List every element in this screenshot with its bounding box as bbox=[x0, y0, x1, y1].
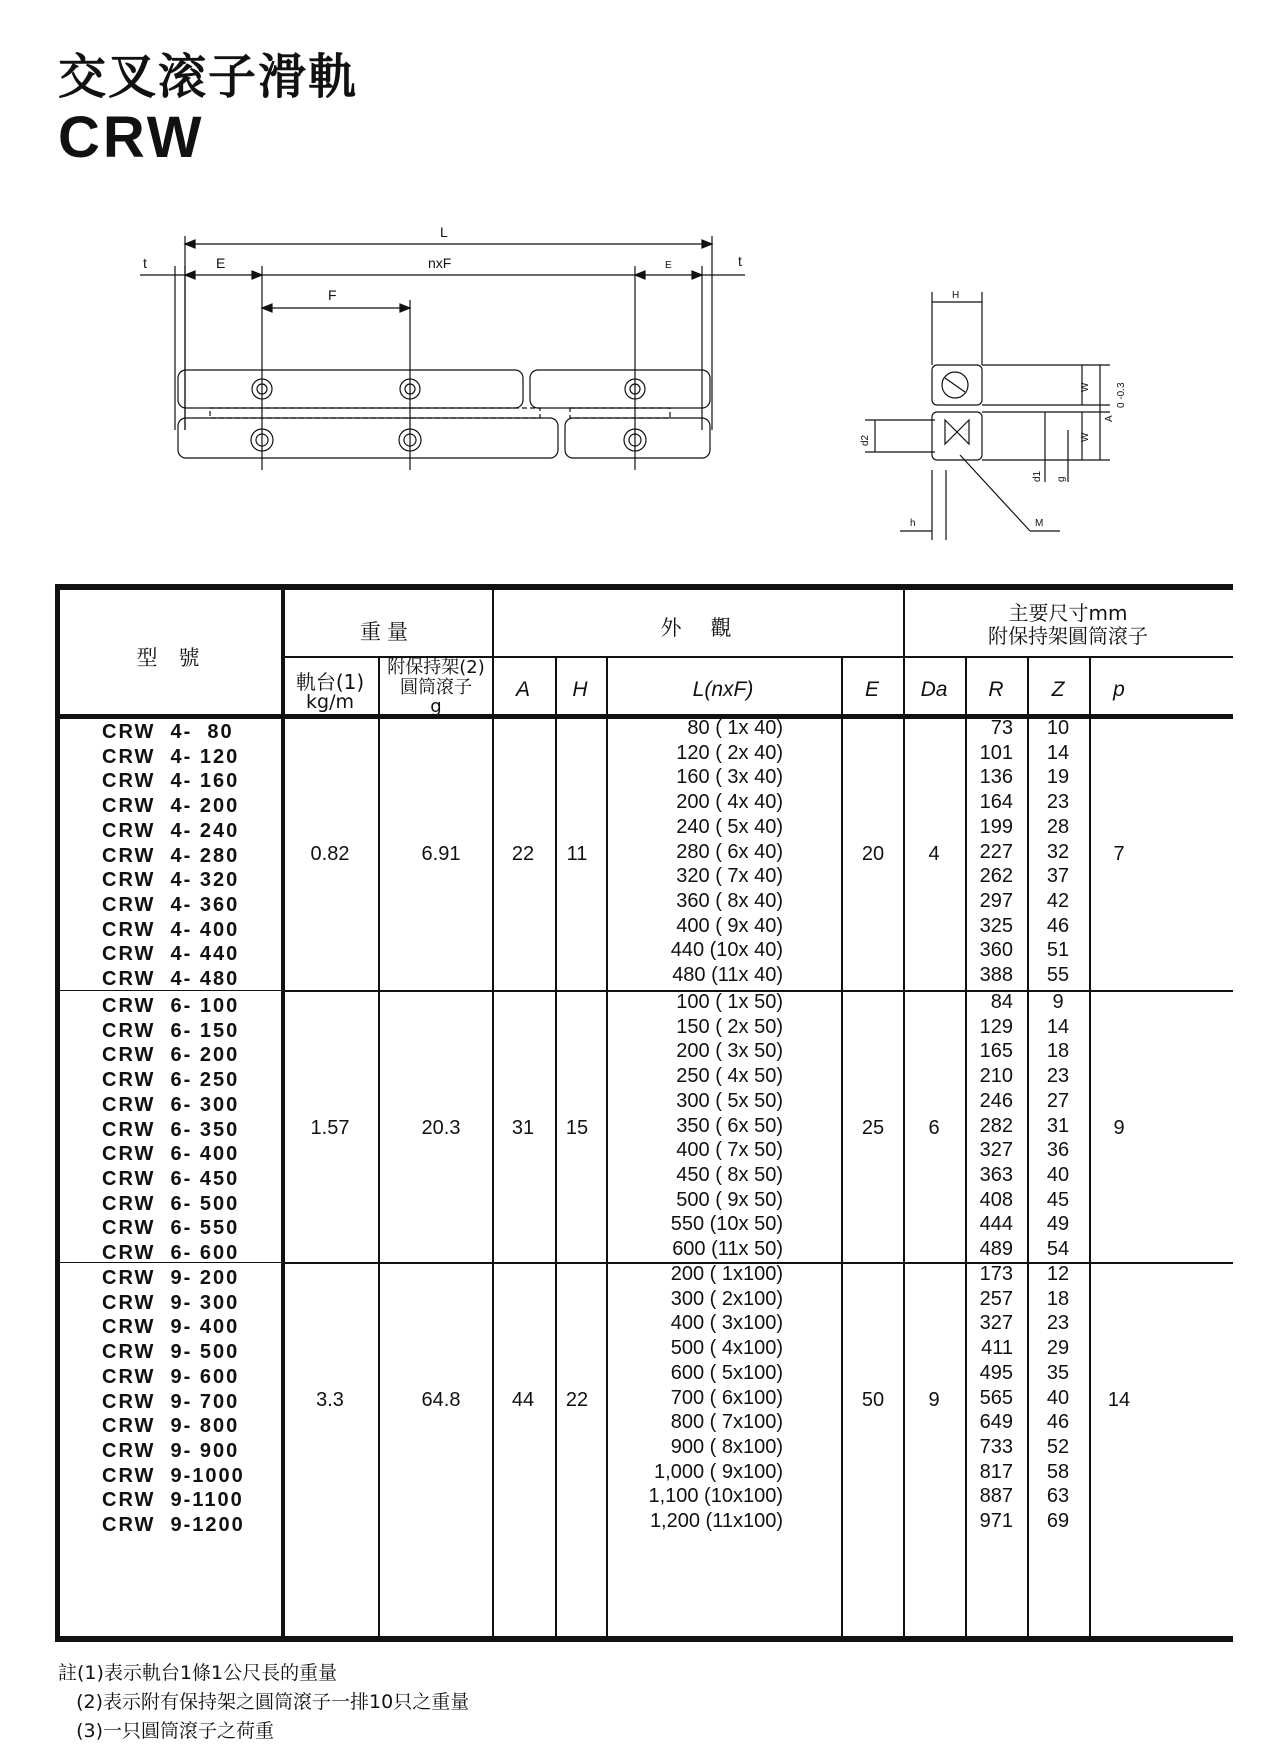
table-row-length: 200 ( 1x100) bbox=[670, 1263, 783, 1285]
table-row-length: 250 ( 4x 50) bbox=[676, 1065, 783, 1088]
table-row-Z: 37 bbox=[1046, 865, 1070, 888]
table-row-Z: 45 bbox=[1046, 1188, 1070, 1211]
table-row-R: 495 bbox=[979, 1361, 1013, 1384]
table-row-Z: 63 bbox=[1046, 1485, 1070, 1508]
table-row-length: 600 ( 5x100) bbox=[670, 1361, 783, 1384]
table-row-R: 164 bbox=[979, 791, 1013, 814]
footnote-2: (2)表示附有保持架之圓筒滾子一排10只之重量 bbox=[58, 1691, 470, 1713]
table-row-R: 408 bbox=[979, 1188, 1013, 1211]
table-row-length: 1,200 (11x100) bbox=[649, 1510, 783, 1532]
table-row-Z: 14 bbox=[1046, 741, 1070, 764]
header-cage: 附保持架(2) 圓筒滾子 bbox=[387, 657, 485, 698]
group-rail-kg: 1.57 bbox=[310, 1116, 350, 1139]
table-row-R: 257 bbox=[979, 1287, 1013, 1310]
table-row-model: CRW 9-1100 bbox=[102, 1489, 244, 1512]
table-row-R: 411 bbox=[981, 1337, 1013, 1360]
table-row-R: 388 bbox=[979, 964, 1013, 986]
table-row-model: CRW 4- 240 bbox=[102, 819, 240, 842]
table-row-model: CRW 4- 200 bbox=[102, 795, 240, 818]
table-row-length: 320 ( 7x 40) bbox=[676, 865, 783, 888]
table-row-Z: 27 bbox=[1046, 1089, 1070, 1112]
table-row-model: CRW 6- 250 bbox=[102, 1069, 240, 1092]
table-row-length: 300 ( 5x 50) bbox=[676, 1089, 783, 1112]
footnotes bbox=[58, 1659, 469, 1746]
table-row-length: 300 ( 2x100) bbox=[670, 1287, 783, 1310]
table-row-R: 325 bbox=[979, 914, 1013, 937]
table-row-length: 360 ( 8x 40) bbox=[676, 889, 783, 912]
table-row-Z: 18 bbox=[1046, 1040, 1070, 1063]
table-row-model: CRW 9-1200 bbox=[102, 1514, 245, 1536]
table-row-length: 280 ( 6x 40) bbox=[676, 840, 783, 863]
table-row-Z: 40 bbox=[1046, 1163, 1070, 1186]
table-row-model: CRW 6- 400 bbox=[102, 1143, 240, 1166]
table-row-length: 550 (10x 50) bbox=[670, 1213, 783, 1236]
table-row-Z: 36 bbox=[1046, 1139, 1070, 1162]
table-row-R: 210 bbox=[979, 1065, 1013, 1088]
table-row-model: CRW 4- 440 bbox=[102, 943, 240, 966]
footnote-1: 註(1)表示軌台1條1公尺長的重量 bbox=[58, 1662, 338, 1684]
table-row-Z: 23 bbox=[1046, 1065, 1070, 1088]
table-row-R: 733 bbox=[979, 1435, 1013, 1458]
table-row-R: 489 bbox=[979, 1238, 1013, 1260]
group-E: 25 bbox=[861, 1116, 885, 1139]
table-row-model: CRW 9- 400 bbox=[102, 1316, 240, 1339]
header-weight: 重量 bbox=[360, 620, 414, 644]
group-A: 22 bbox=[511, 842, 535, 865]
table-row-length: 120 ( 2x 40) bbox=[676, 741, 783, 764]
group-A: 44 bbox=[511, 1388, 535, 1411]
dim-nxF: nxF bbox=[428, 255, 452, 271]
table-row-Z: 19 bbox=[1046, 766, 1070, 789]
table-row-model: CRW 4- 80 bbox=[102, 721, 234, 743]
table-row-length: 700 ( 6x100) bbox=[670, 1386, 783, 1409]
table-row-length: 800 ( 7x100) bbox=[670, 1411, 783, 1434]
header-E: E bbox=[864, 678, 880, 701]
table-row-R: 565 bbox=[979, 1386, 1013, 1409]
header-appearance: 外 觀 bbox=[660, 616, 736, 640]
table-row-model: CRW 6- 300 bbox=[102, 1093, 240, 1116]
table-row-R: 227 bbox=[979, 840, 1013, 863]
table-row-Z: 9 bbox=[1052, 991, 1064, 1013]
header-p: p bbox=[1113, 678, 1125, 701]
group-E: 50 bbox=[861, 1388, 885, 1411]
table-row-model: CRW 9- 600 bbox=[102, 1365, 240, 1388]
table-row-length: 480 (11x 40) bbox=[672, 964, 783, 986]
table-row-Z: 46 bbox=[1046, 914, 1070, 937]
table-row-Z: 54 bbox=[1046, 1238, 1070, 1260]
table-row-model: CRW 6- 600 bbox=[102, 1242, 240, 1264]
page-title: 交叉滚子滑軌 bbox=[58, 49, 359, 105]
table-row-R: 84 bbox=[990, 991, 1013, 1013]
group-cage-g: 64.8 bbox=[421, 1388, 461, 1411]
table-row-length: 900 ( 8x100) bbox=[670, 1435, 783, 1458]
table-row-Z: 12 bbox=[1046, 1263, 1070, 1285]
table-row-model: CRW 6- 200 bbox=[102, 1044, 240, 1067]
table-row-R: 173 bbox=[979, 1263, 1013, 1285]
group-p: 9 bbox=[1113, 1116, 1125, 1139]
table-row-model: CRW 9- 300 bbox=[102, 1291, 240, 1314]
table-row-model: CRW 9- 900 bbox=[102, 1439, 240, 1462]
dim-W-top: W bbox=[1080, 382, 1091, 392]
table-row-Z: 35 bbox=[1046, 1361, 1070, 1384]
spec-table bbox=[55, 584, 1233, 1643]
table-row-R: 444 bbox=[979, 1213, 1013, 1236]
table-row-Z: 51 bbox=[1046, 939, 1070, 962]
table-row-model: CRW 4- 280 bbox=[102, 844, 240, 867]
table-row-length: 600 (11x 50) bbox=[672, 1238, 783, 1260]
group-H: 11 bbox=[566, 842, 588, 865]
group-p: 7 bbox=[1113, 842, 1125, 865]
header-H: H bbox=[572, 678, 588, 701]
dim-h: h bbox=[910, 518, 916, 529]
table-row-length: 80 ( 1x 40) bbox=[687, 717, 783, 739]
table-row-length: 440 (10x 40) bbox=[670, 939, 783, 962]
table-row-model: CRW 4- 400 bbox=[102, 918, 240, 941]
table-row-length: 100 ( 1x 50) bbox=[676, 991, 783, 1013]
table-row-model: CRW 6- 550 bbox=[102, 1217, 240, 1240]
table-row-R: 360 bbox=[979, 939, 1013, 962]
group-E: 20 bbox=[861, 842, 885, 865]
table-row-Z: 52 bbox=[1046, 1435, 1070, 1458]
table-row-R: 199 bbox=[979, 815, 1013, 838]
group-rail-kg: 0.82 bbox=[310, 842, 350, 865]
table-row-model: CRW 4- 480 bbox=[102, 968, 240, 990]
header-rail-unit: kg/m bbox=[306, 691, 354, 713]
header-cage-roller: 附保持架圓筒滾子 bbox=[988, 624, 1148, 648]
group-cage-g: 20.3 bbox=[421, 1116, 461, 1139]
group-Da: 9 bbox=[928, 1388, 940, 1411]
table-row-length: 450 ( 8x 50) bbox=[676, 1163, 783, 1186]
table-row-model: CRW 6- 150 bbox=[102, 1019, 240, 1042]
table-row-Z: 40 bbox=[1046, 1386, 1070, 1409]
table-row-model: CRW 4- 360 bbox=[102, 893, 240, 916]
dim-A: A bbox=[1104, 415, 1115, 422]
group-Da: 4 bbox=[928, 842, 940, 865]
table-row-Z: 29 bbox=[1046, 1337, 1070, 1360]
group-p: 14 bbox=[1107, 1388, 1131, 1411]
group-Da: 6 bbox=[928, 1116, 940, 1139]
technical-drawing bbox=[0, 0, 1283, 560]
table-row-model: CRW 9- 500 bbox=[102, 1341, 240, 1364]
table-row-model: CRW 9- 200 bbox=[102, 1267, 240, 1289]
table-row-model: CRW 6- 500 bbox=[102, 1192, 240, 1215]
table-row-length: 500 ( 9x 50) bbox=[676, 1188, 783, 1211]
dim-W-bottom: W bbox=[1080, 432, 1091, 442]
table-row-model: CRW 9- 700 bbox=[102, 1390, 240, 1413]
dim-H: H bbox=[952, 290, 960, 301]
dim-tolerance: 0 -0.3 bbox=[1116, 382, 1127, 408]
dim-g: g bbox=[1056, 476, 1067, 482]
dim-t-right: t bbox=[738, 253, 742, 269]
table-row-length: 350 ( 6x 50) bbox=[676, 1114, 783, 1137]
table-row-length: 1,100 (10x100) bbox=[648, 1485, 783, 1508]
group-H: 22 bbox=[565, 1388, 589, 1411]
table-row-Z: 46 bbox=[1046, 1411, 1070, 1434]
product-code: CRW bbox=[58, 105, 205, 170]
table-row-model: CRW 9-1000 bbox=[102, 1464, 245, 1487]
table-row-R: 327 bbox=[979, 1312, 1013, 1335]
table-row-Z: 32 bbox=[1046, 840, 1070, 863]
table-row-R: 246 bbox=[979, 1089, 1013, 1112]
header-model: 型 號 bbox=[136, 646, 200, 670]
table-row-R: 887 bbox=[979, 1485, 1013, 1508]
header-main-dims: 主要尺寸mm bbox=[1008, 601, 1128, 625]
group-rail-kg: 3.3 bbox=[316, 1388, 344, 1411]
header-rail: 軌台(1) bbox=[295, 670, 365, 694]
table-row-model: CRW 6- 350 bbox=[102, 1118, 240, 1141]
group-H: 15 bbox=[565, 1116, 589, 1139]
table-row-length: 500 ( 4x100) bbox=[670, 1337, 783, 1360]
table-row-Z: 49 bbox=[1046, 1213, 1070, 1236]
table-row-R: 363 bbox=[979, 1163, 1013, 1186]
table-row-length: 400 ( 3x100) bbox=[670, 1312, 783, 1335]
header-R: R bbox=[988, 678, 1004, 701]
table-row-R: 262 bbox=[979, 865, 1013, 888]
table-row-length: 160 ( 3x 40) bbox=[676, 766, 783, 789]
header-cage-unit: g bbox=[430, 696, 442, 717]
table-row-model: CRW 4- 320 bbox=[102, 869, 240, 892]
table-row-length: 150 ( 2x 50) bbox=[676, 1015, 783, 1038]
table-row-length: 240 ( 5x 40) bbox=[676, 815, 783, 838]
table-row-Z: 42 bbox=[1046, 889, 1070, 912]
table-row-Z: 23 bbox=[1046, 791, 1070, 814]
table-row-R: 136 bbox=[979, 766, 1013, 789]
table-row-R: 165 bbox=[979, 1040, 1013, 1063]
dim-d1: d1 bbox=[1032, 470, 1043, 482]
table-row-model: CRW 4- 160 bbox=[102, 770, 240, 793]
table-row-R: 971 bbox=[979, 1510, 1013, 1532]
table-row-length: 200 ( 3x 50) bbox=[676, 1040, 783, 1063]
table-row-model: CRW 6- 450 bbox=[102, 1167, 240, 1190]
dim-L: L bbox=[440, 224, 448, 240]
header-L: L(nxF) bbox=[692, 678, 754, 701]
header-Da: Da bbox=[920, 678, 948, 701]
dim-F: F bbox=[328, 287, 337, 303]
table-row-model: CRW 6- 100 bbox=[102, 995, 240, 1017]
table-row-length: 1,000 ( 9x100) bbox=[654, 1460, 783, 1483]
table-row-length: 200 ( 4x 40) bbox=[676, 791, 783, 814]
table-row-R: 327 bbox=[979, 1139, 1013, 1162]
group-A: 31 bbox=[511, 1116, 535, 1139]
dim-M: M bbox=[1035, 518, 1044, 529]
footnote-3: (3)一只圓筒滾子之荷重 bbox=[58, 1720, 275, 1742]
table-row-Z: 14 bbox=[1046, 1015, 1070, 1038]
table-row-Z: 28 bbox=[1046, 815, 1070, 838]
table-row-R: 297 bbox=[979, 889, 1013, 912]
header-A: A bbox=[515, 678, 531, 701]
dim-t-left: t bbox=[143, 255, 147, 271]
table-row-R: 129 bbox=[979, 1015, 1013, 1038]
table-row-length: 400 ( 9x 40) bbox=[676, 914, 783, 937]
dim-E-right: E bbox=[665, 260, 672, 271]
table-row-Z: 18 bbox=[1046, 1287, 1070, 1310]
table-row-model: CRW 9- 800 bbox=[102, 1415, 240, 1438]
table-row-R: 649 bbox=[979, 1411, 1013, 1434]
table-row-R: 817 bbox=[979, 1460, 1013, 1483]
table-row-R: 73 bbox=[990, 717, 1013, 739]
table-row-Z: 31 bbox=[1046, 1114, 1070, 1137]
header-Z: Z bbox=[1051, 678, 1065, 701]
dim-d2: d2 bbox=[860, 434, 871, 446]
table-row-Z: 69 bbox=[1046, 1510, 1070, 1532]
table-row-model: CRW 4- 120 bbox=[102, 745, 240, 768]
table-row-Z: 23 bbox=[1046, 1312, 1070, 1335]
table-row-Z: 55 bbox=[1046, 964, 1070, 986]
table-row-R: 282 bbox=[979, 1114, 1013, 1137]
table-row-R: 101 bbox=[979, 741, 1013, 764]
table-row-Z: 58 bbox=[1046, 1460, 1070, 1483]
dim-E-left: E bbox=[216, 255, 226, 271]
table-row-length: 400 ( 7x 50) bbox=[676, 1139, 783, 1162]
group-cage-g: 6.91 bbox=[421, 842, 461, 865]
table-row-Z: 10 bbox=[1046, 717, 1070, 739]
